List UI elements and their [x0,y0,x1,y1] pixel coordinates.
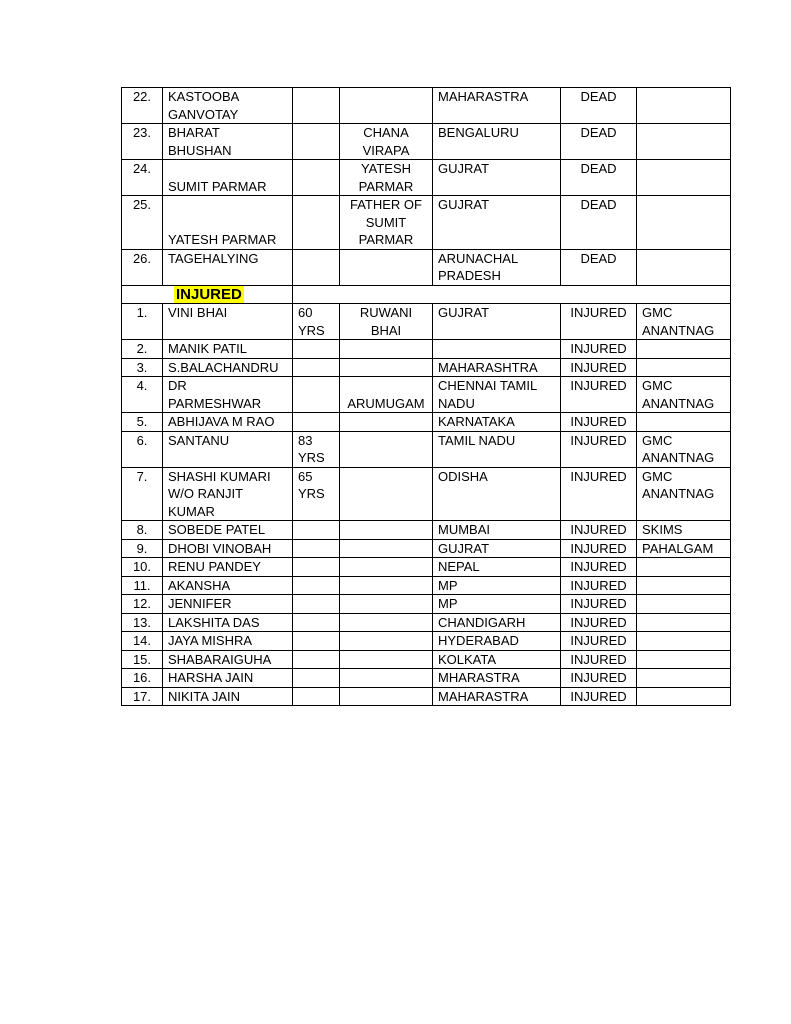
row-number: 13. [122,613,163,632]
place-cell [433,669,561,688]
age-cell [293,613,340,632]
hospital-cell [637,558,731,577]
place-cell-line: PRADESH [438,268,501,283]
hospital-cell [637,196,731,250]
relation-cell [340,431,433,467]
row-number: 6. [122,431,163,467]
row-number: 8. [122,521,163,540]
status-cell: DEAD [561,88,637,124]
table-row [122,340,731,359]
age-cell [293,650,340,669]
place-cell [433,467,561,521]
hospital-cell-line: GMC [642,432,673,448]
place-cell-line: KARNATAKA [438,414,515,429]
table-row [122,632,731,651]
name-cell [163,650,293,669]
hospital-cell [637,304,731,340]
status-cell: INJURED [561,413,637,432]
status-cell: INJURED [561,304,637,340]
row-number: 23. [122,124,163,160]
row-number: 3. [122,358,163,377]
place-cell [433,521,561,540]
hospital-cell-line: GMC [642,378,673,393]
name-cell-line: W/O RANJIT [168,486,244,501]
name-cell [163,632,293,651]
place-cell-line: ARUNACHAL [438,250,519,266]
place-cell-line: MUMBAI [438,522,490,537]
name-cell [163,595,293,614]
hospital-cell [637,431,731,467]
place-cell-line: MAHARASHTRA [438,359,538,375]
place-cell-line: CHENNAI TAMIL [438,378,538,393]
age-cell-line: 83 [298,432,313,448]
place-cell [433,431,561,467]
relation-cell [340,595,433,614]
name-cell-line: VINI BHAI [168,305,228,320]
table-row [122,160,731,196]
place-cell [433,124,561,160]
hospital-cell [637,340,731,359]
name-cell-line: RENU PANDEY [168,559,261,574]
status-cell: INJURED [561,613,637,632]
table-row [122,249,731,285]
relation-cell [340,196,433,250]
row-number: 7. [122,467,163,521]
hospital-cell [637,358,731,377]
place-cell [433,413,561,432]
name-cell [163,249,293,285]
relation-cell [340,539,433,558]
name-cell [163,669,293,688]
name-cell [163,558,293,577]
table-row [122,358,731,377]
table-row [122,304,731,340]
relation-cell-line: PARMAR [358,178,414,194]
name-cell-line: LAKSHITA DAS [168,614,260,630]
hospital-cell [637,124,731,160]
age-cell [293,687,340,706]
hospital-cell [637,632,731,651]
table-row [122,196,731,250]
status-cell: DEAD [561,124,637,160]
age-cell [293,576,340,595]
status-cell: INJURED [561,669,637,688]
hospital-cell [637,613,731,632]
relation-cell [340,358,433,377]
hospital-cell [637,521,731,540]
row-number: 4. [122,377,163,413]
relation-cell [340,340,433,359]
section-title: INJURED [176,285,242,303]
place-cell-line: GUJRAT [438,540,490,556]
name-cell [163,521,293,540]
place-cell-line: MAHARASTRA [438,688,529,704]
age-cell [293,160,340,196]
place-cell-line: GUJRAT [438,161,490,176]
hospital-cell [637,377,731,413]
age-cell [293,521,340,540]
age-cell [293,413,340,432]
age-cell [293,467,340,521]
status-cell: DEAD [561,249,637,285]
relation-cell-line: VIRAPA [362,142,410,158]
age-cell [293,304,340,340]
row-number: 10. [122,558,163,577]
name-cell [163,304,293,340]
place-cell [433,358,561,377]
status-cell: INJURED [561,650,637,669]
table-row [122,88,731,124]
name-cell [163,358,293,377]
name-cell-line: DHOBI VINOBAH [168,540,272,556]
relation-cell-line: FATHER OF [350,197,422,212]
relation-cell [340,124,433,160]
relation-cell [340,669,433,688]
relation-cell [340,632,433,651]
row-number: 22. [122,88,163,124]
table-row [122,558,731,577]
relation-cell [340,377,433,413]
relation-cell-line: PARMAR [358,232,414,247]
hospital-cell [637,413,731,432]
hospital-cell [637,88,731,124]
relation-cell [340,521,433,540]
name-cell [163,340,293,359]
name-cell-line: JENNIFER [168,596,232,611]
row-number: 2. [122,340,163,359]
name-cell-line: YATESH PARMAR [168,232,277,247]
relation-cell-line: BHAI [370,322,402,338]
place-cell [433,249,561,285]
section-title-filler [293,285,731,304]
place-cell-line: KOLKATA [438,651,497,667]
hospital-cell [637,576,731,595]
casualty-table [121,87,731,706]
status-cell: INJURED [561,576,637,595]
row-number: 12. [122,595,163,614]
place-cell-line: ODISHA [438,468,488,484]
table-row [122,613,731,632]
place-cell [433,613,561,632]
table-row [122,413,731,432]
place-cell-line: GUJRAT [438,305,490,320]
place-cell [433,632,561,651]
table-row [122,431,731,467]
status-cell: INJURED [561,687,637,706]
age-cell [293,595,340,614]
status-cell: INJURED [561,377,637,413]
place-cell [433,595,561,614]
row-number: 24. [122,160,163,196]
relation-cell-line: YATESH [360,161,412,176]
name-cell-line: DR [168,378,187,393]
name-cell [163,88,293,124]
hospital-cell-line: PAHALGAM [642,540,714,556]
place-cell [433,687,561,706]
age-cell [293,377,340,413]
age-cell [293,431,340,467]
row-number: 11. [122,576,163,595]
name-cell-line: JAYA MISHRA [168,633,253,648]
status-cell: INJURED [561,467,637,521]
place-cell-line: HYDERABAD [438,633,519,648]
hospital-cell-line: GMC [642,305,673,320]
name-cell-line: NIKITA JAIN [168,688,240,704]
age-cell [293,88,340,124]
row-number: 14. [122,632,163,651]
hospital-cell [637,595,731,614]
age-cell [293,196,340,250]
place-cell-line: NADU [438,395,475,411]
place-cell-line: CHANDIGARH [438,614,526,630]
status-cell: INJURED [561,431,637,467]
place-cell [433,160,561,196]
hospital-cell [637,467,731,521]
hospital-cell [637,650,731,669]
age-cell [293,558,340,577]
name-cell-line: SHABARAIGUHA [168,651,272,667]
place-cell [433,340,561,359]
name-cell [163,687,293,706]
name-cell [163,539,293,558]
hospital-cell-line: ANANTNAG [642,486,715,501]
relation-cell-line: RUWANI [359,305,413,320]
name-cell-line: SHASHI KUMARI [168,468,271,484]
name-cell [163,124,293,160]
place-cell [433,650,561,669]
hospital-cell-line: GMC [642,468,673,484]
status-cell: INJURED [561,521,637,540]
injured-section-header [122,285,731,304]
relation-cell-line: ARUMUGAM [347,395,425,411]
name-cell-line: SOBEDE PATEL [168,522,266,537]
relation-cell [340,558,433,577]
age-cell [293,358,340,377]
age-cell-line: 65 [298,468,313,484]
status-cell: INJURED [561,558,637,577]
age-cell [293,124,340,160]
status-cell: INJURED [561,632,637,651]
table-row [122,377,731,413]
relation-cell [340,160,433,196]
hospital-cell [637,687,731,706]
age-cell [293,249,340,285]
age-cell-line: YRS [298,322,325,338]
place-cell-line: NEPAL [438,559,480,574]
age-cell-line: 60 [298,305,313,320]
section-title-cell [122,285,293,304]
relation-cell [340,687,433,706]
place-cell [433,304,561,340]
table-row [122,687,731,706]
place-cell-line: MP [438,577,458,593]
status-cell: DEAD [561,160,637,196]
table-row [122,576,731,595]
name-cell [163,467,293,521]
name-cell-line: BHUSHAN [168,142,232,158]
row-number: 1. [122,304,163,340]
relation-cell [340,249,433,285]
status-cell: INJURED [561,595,637,614]
row-number: 9. [122,539,163,558]
name-cell-line: KUMAR [168,503,215,519]
status-cell: INJURED [561,340,637,359]
hospital-cell [637,669,731,688]
name-cell-line: AKANSHA [168,577,231,593]
table-row [122,467,731,521]
row-number: 5. [122,413,163,432]
name-cell-line: SANTANU [168,432,230,448]
status-cell: INJURED [561,539,637,558]
relation-cell [340,413,433,432]
place-cell [433,576,561,595]
name-cell-line: PARMESHWAR [168,395,262,411]
name-cell [163,413,293,432]
place-cell [433,196,561,250]
name-cell-line: KASTOOBA [168,89,240,104]
name-cell-line: GANVOTAY [168,106,239,122]
name-cell [163,377,293,413]
hospital-cell [637,249,731,285]
name-cell-line: TAGEHALYING [168,250,259,266]
age-cell [293,632,340,651]
name-cell [163,431,293,467]
age-cell-line: YRS [298,450,325,465]
table-row [122,669,731,688]
place-cell-line: MHARASTRA [438,670,520,685]
relation-cell-line: CHANA [363,125,409,140]
place-cell [433,88,561,124]
table-row [122,650,731,669]
place-cell-line: BENGALURU [438,125,519,140]
status-cell: DEAD [561,196,637,250]
name-cell [163,613,293,632]
name-cell-line: ABHIJAVA M RAO [168,414,275,429]
relation-cell [340,467,433,521]
hospital-cell-line: ANANTNAG [642,450,715,465]
relation-cell [340,613,433,632]
age-cell [293,340,340,359]
name-cell-line: HARSHA JAIN [168,670,254,685]
relation-cell [340,304,433,340]
place-cell-line: MAHARASTRA [438,89,529,104]
name-cell-line: MANIK PATIL [168,341,247,356]
name-cell [163,576,293,595]
name-cell-line: S.BALACHANDRU [168,359,279,375]
place-cell-line: GUJRAT [438,197,490,212]
table-row [122,124,731,160]
hospital-cell-line: SKIMS [642,522,683,537]
place-cell [433,558,561,577]
row-number: 16. [122,669,163,688]
name-cell-line: BHARAT [168,125,220,140]
table-row [122,595,731,614]
place-cell [433,377,561,413]
row-number: 25. [122,196,163,250]
injured-list [122,304,731,706]
relation-cell [340,88,433,124]
hospital-cell-line: ANANTNAG [642,395,715,411]
hospital-cell [637,539,731,558]
name-cell [163,196,293,250]
dead-list [122,88,731,286]
name-cell [163,160,293,196]
age-cell-line: YRS [298,486,325,501]
relation-cell [340,576,433,595]
row-number: 17. [122,687,163,706]
place-cell-line: MP [438,596,458,611]
status-cell: INJURED [561,358,637,377]
hospital-cell [637,160,731,196]
relation-cell-line: SUMIT [365,214,407,230]
relation-cell [340,650,433,669]
age-cell [293,669,340,688]
row-number: 15. [122,650,163,669]
table-row [122,539,731,558]
age-cell [293,539,340,558]
place-cell-line: TAMIL NADU [438,432,516,448]
hospital-cell-line: ANANTNAG [642,322,715,338]
place-cell [433,539,561,558]
name-cell-line: SUMIT PARMAR [168,178,267,194]
table-row [122,521,731,540]
row-number: 26. [122,249,163,285]
